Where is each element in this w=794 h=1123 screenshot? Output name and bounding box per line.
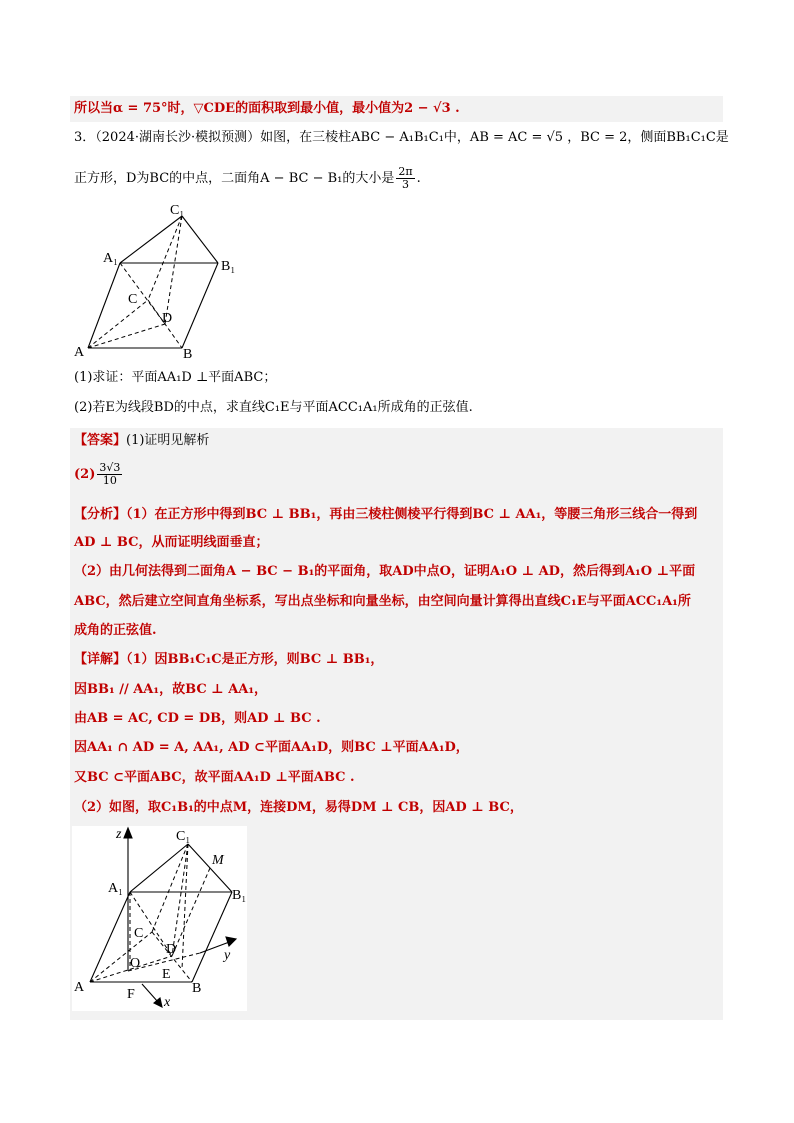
analysis-text-1: （1）在正方形中得到BC ⊥ BB₁，再由三棱柱侧棱平行得到BC ⊥ AA₁，等腰三角形三线合一得到 (126, 507, 698, 522)
dash-C1-E (182, 844, 188, 969)
answer-part-1: (1)证明见解析 (126, 433, 210, 448)
angle-fraction (396, 166, 414, 191)
detail-line-6: （2）如图，取C₁B₁的中点M，连接DM，易得DM ⊥ CB，因AD ⊥ BC， (74, 800, 523, 815)
edge-B1-B (182, 263, 218, 348)
edge-A1-C1 (130, 844, 188, 892)
analysis-line-3: （2）由几何法得到二面角A − BC − B₁的平面角，取AD中点O，证明A₁O ⊥ AD，然后得到A₁O ⊥平面 (74, 564, 696, 579)
label-x: x (164, 995, 171, 1010)
label-B1: B₁ (221, 259, 236, 274)
dash-A-D (88, 324, 165, 348)
detail-text-1: （1）因BB₁C₁C是正方形，则BC ⊥ BB₁， (126, 652, 384, 667)
part-2: (2)若E为线段BD的中点，求直线C₁E与平面ACC₁A₁所成角的正弦值. (74, 400, 473, 415)
label-B: B (192, 981, 202, 996)
analysis-line-2: AD ⊥ BC，从而证明线面垂直； (74, 535, 269, 550)
label-C1: C₁ (170, 203, 185, 218)
answer-fraction-den: 10 (102, 474, 117, 487)
dash-A1-D (120, 263, 165, 324)
part-1: (1)求证：平面AA₁D ⊥平面ABC； (74, 370, 277, 385)
detail-line-1 (74, 650, 383, 670)
problem-line-2-end: . (416, 171, 421, 186)
analysis-line-1 (74, 505, 697, 525)
label-B: B (183, 347, 193, 362)
label-E: E (162, 967, 171, 982)
edge-A1-C1 (120, 216, 182, 263)
label-A1: A₁ (103, 251, 118, 266)
label-D: D (162, 311, 173, 326)
label-M: M (212, 853, 224, 868)
x-axis (142, 984, 158, 1002)
detail-line-2: 因BB₁ // AA₁，故BC ⊥ AA₁， (74, 682, 268, 697)
edge-A1-A (90, 892, 130, 982)
dash-C1-C (152, 844, 188, 932)
y-axis-arrow (226, 937, 236, 946)
figure-coordinate-prism (72, 826, 247, 1011)
edge-A1-A (88, 263, 120, 348)
dash-M-D (172, 868, 210, 956)
answer-fraction-num: 3√3 (99, 461, 121, 474)
analysis-line-5: 成角的正弦值. (74, 623, 157, 638)
label-D: D (166, 942, 177, 957)
problem-line-1: 3．（2024·湖南长沙·模拟预测）如图，在三棱柱ABC − A₁B₁C₁中，AB = AC = √5 ，BC = 2，侧面BB₁C₁C是 (74, 130, 729, 145)
label-A1: A₁ (108, 881, 123, 896)
answer-line-1 (74, 431, 209, 451)
dash-C1-D (165, 216, 182, 324)
detail-line-3: 由AB = AC, CD = DB，则AD ⊥ BC . (74, 711, 321, 726)
problem-line-2-text: 正方形，D为BC的中点，二面角A − BC − B₁的大小是 (74, 171, 395, 186)
edge-C1-B1 (182, 216, 218, 263)
label-O: O (130, 956, 141, 971)
answer-label: 【答案】 (74, 433, 127, 448)
label-y: y (224, 948, 231, 963)
figure-prism (70, 198, 245, 363)
detail-line-4: 因AA₁ ∩ AD = A, AA₁, AD ⊂平面AA₁D，则BC ⊥平面AA₁D， (74, 740, 469, 755)
label-A: A (74, 980, 85, 995)
detail-label: 【详解】 (74, 652, 127, 667)
label-z: z (116, 827, 122, 842)
problem-line-2 (74, 166, 421, 191)
answer-fraction (97, 462, 122, 487)
label-F: F (127, 987, 135, 1002)
label-C: C (128, 292, 138, 307)
detail-line-5: 又BC ⊂平面ABC，故平面AA₁D ⊥平面ABC . (74, 770, 355, 785)
label-A: A (74, 345, 85, 360)
answer-line-2 (74, 462, 124, 487)
z-axis-arrow (124, 828, 132, 838)
prev-answer-line: 所以当α = 75°时，▽CDE的面积取到最小值，最小值为2 − √3 . (74, 101, 460, 116)
label-C1: C₁ (176, 829, 191, 844)
analysis-line-4: ABC，然后建立空间直角坐标系，写出点坐标和向量坐标，由空间向量计算得出直线C₁E与平面ACC₁A₁所 (74, 594, 691, 609)
angle-fraction-den: 3 (401, 178, 409, 191)
angle-fraction-num: 2π (398, 165, 413, 178)
answer-part-2-prefix: (2) (74, 467, 96, 482)
analysis-label: 【分析】 (74, 507, 127, 522)
label-C: C (134, 926, 144, 941)
label-B1: B₁ (232, 888, 247, 903)
